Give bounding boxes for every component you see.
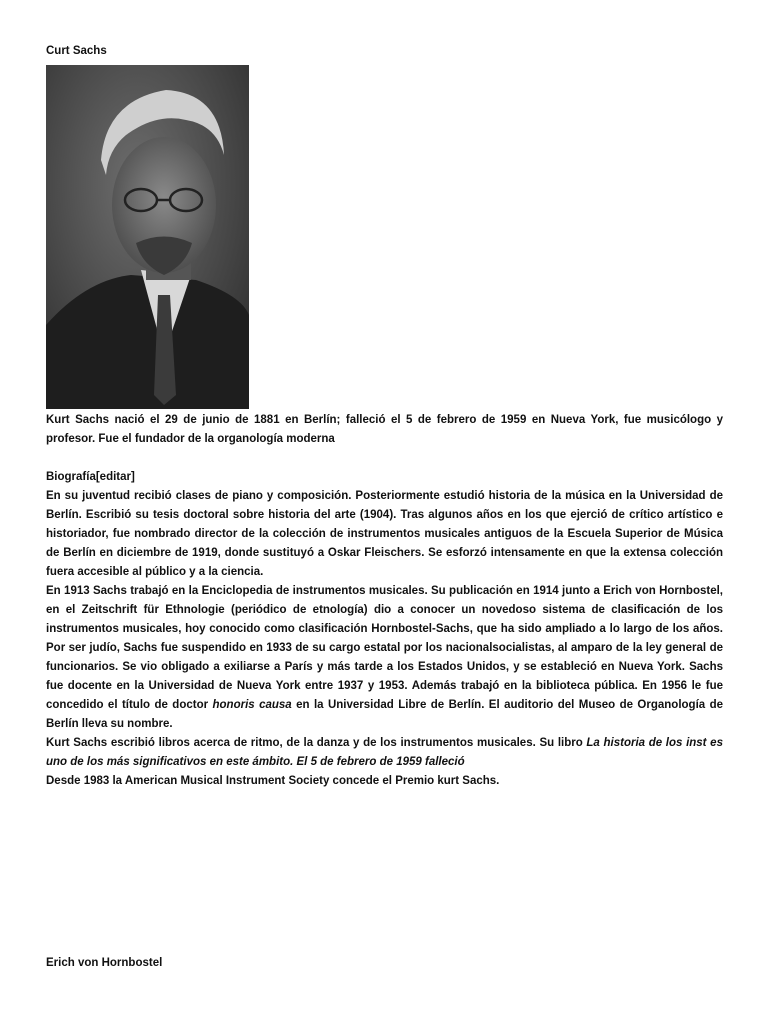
document-page bbox=[46, 44, 723, 791]
section-title-hornbostel: Erich von Hornbostel bbox=[46, 957, 163, 969]
paragraph-2-text-b: en la Universidad Libre de Berlín. El auditorio del Museo de Organología de Berlín lleva su nombre. bbox=[46, 699, 723, 730]
portrait-photo bbox=[46, 65, 249, 409]
biography-paragraph-1: En su juventud recibió clases de piano y composición. Posteriormente estudió historia de la música en la Universidad de Berlín. Escribió su tesis doctoral sobre historia del arte (1904). Tras algunos años en los que ejerció de crítico artístico e historiador, fue nombrado director de la colección de instrumentos musicales antiguos de la Escuela Superior de Música de Berlín en diciembre de 1919, donde sustituyó a Oskar Fleischers. Se esforzó intensamente en que la extensa colección fuera accesible al público y a la ciencia. bbox=[46, 490, 723, 578]
biography-paragraph-2 bbox=[46, 582, 723, 734]
intro-paragraph: Kurt Sachs nació el 29 de junio de 1881 en Berlín; falleció el 5 de febrero de 1959 en Nueva York, fue musicólogo y profesor. Fue el fundador de la organología moderna bbox=[46, 414, 723, 445]
paragraph-3-italic: La historia de los inst es uno de los más significativos en este ámbito. El 5 de febrero de 1959 falleció bbox=[46, 737, 723, 768]
biography-heading: Biografía[editar] bbox=[46, 471, 135, 483]
paragraph-3-text-a: Kurt Sachs escribió libros acerca de ritmo, de la danza y de los instrumentos musicales. Su libro bbox=[46, 737, 587, 749]
biography-paragraph-3 bbox=[46, 734, 723, 772]
page-title: Curt Sachs bbox=[46, 45, 107, 57]
paragraph-2-text-a: En 1913 Sachs trabajó en la Enciclopedia de instrumentos musicales. Su publicación en 1914 junto a Erich von Hornbostel, en el Zeitschrift für Ethnologie (periódico de etnología) dio a conocer un novedoso sistema de clasificación de los instrumentos musicales, hoy conocido como clasificación Hornbostel-Sachs, que ha sido ampliado a lo largo de los años. Por ser judío, Sachs fue suspendido en 1933 de su cargo estatal por los nacionalsocialistas, al amparo de la ley general de funcionarios. Se vio obligado a exiliarse a París y más tarde a los Estados Unidos, y se estableció en Nueva York. Sachs fue docente en la Universidad de Nueva York entre 1937 y 1953. Además trabajó en la biblioteca pública. En 1956 le fue concedido el título de doctor bbox=[46, 585, 723, 711]
paragraph-2-italic: honoris causa bbox=[212, 699, 292, 711]
biography-paragraph-4: Desde 1983 la American Musical Instrument Society concede el Premio kurt Sachs. bbox=[46, 775, 500, 787]
